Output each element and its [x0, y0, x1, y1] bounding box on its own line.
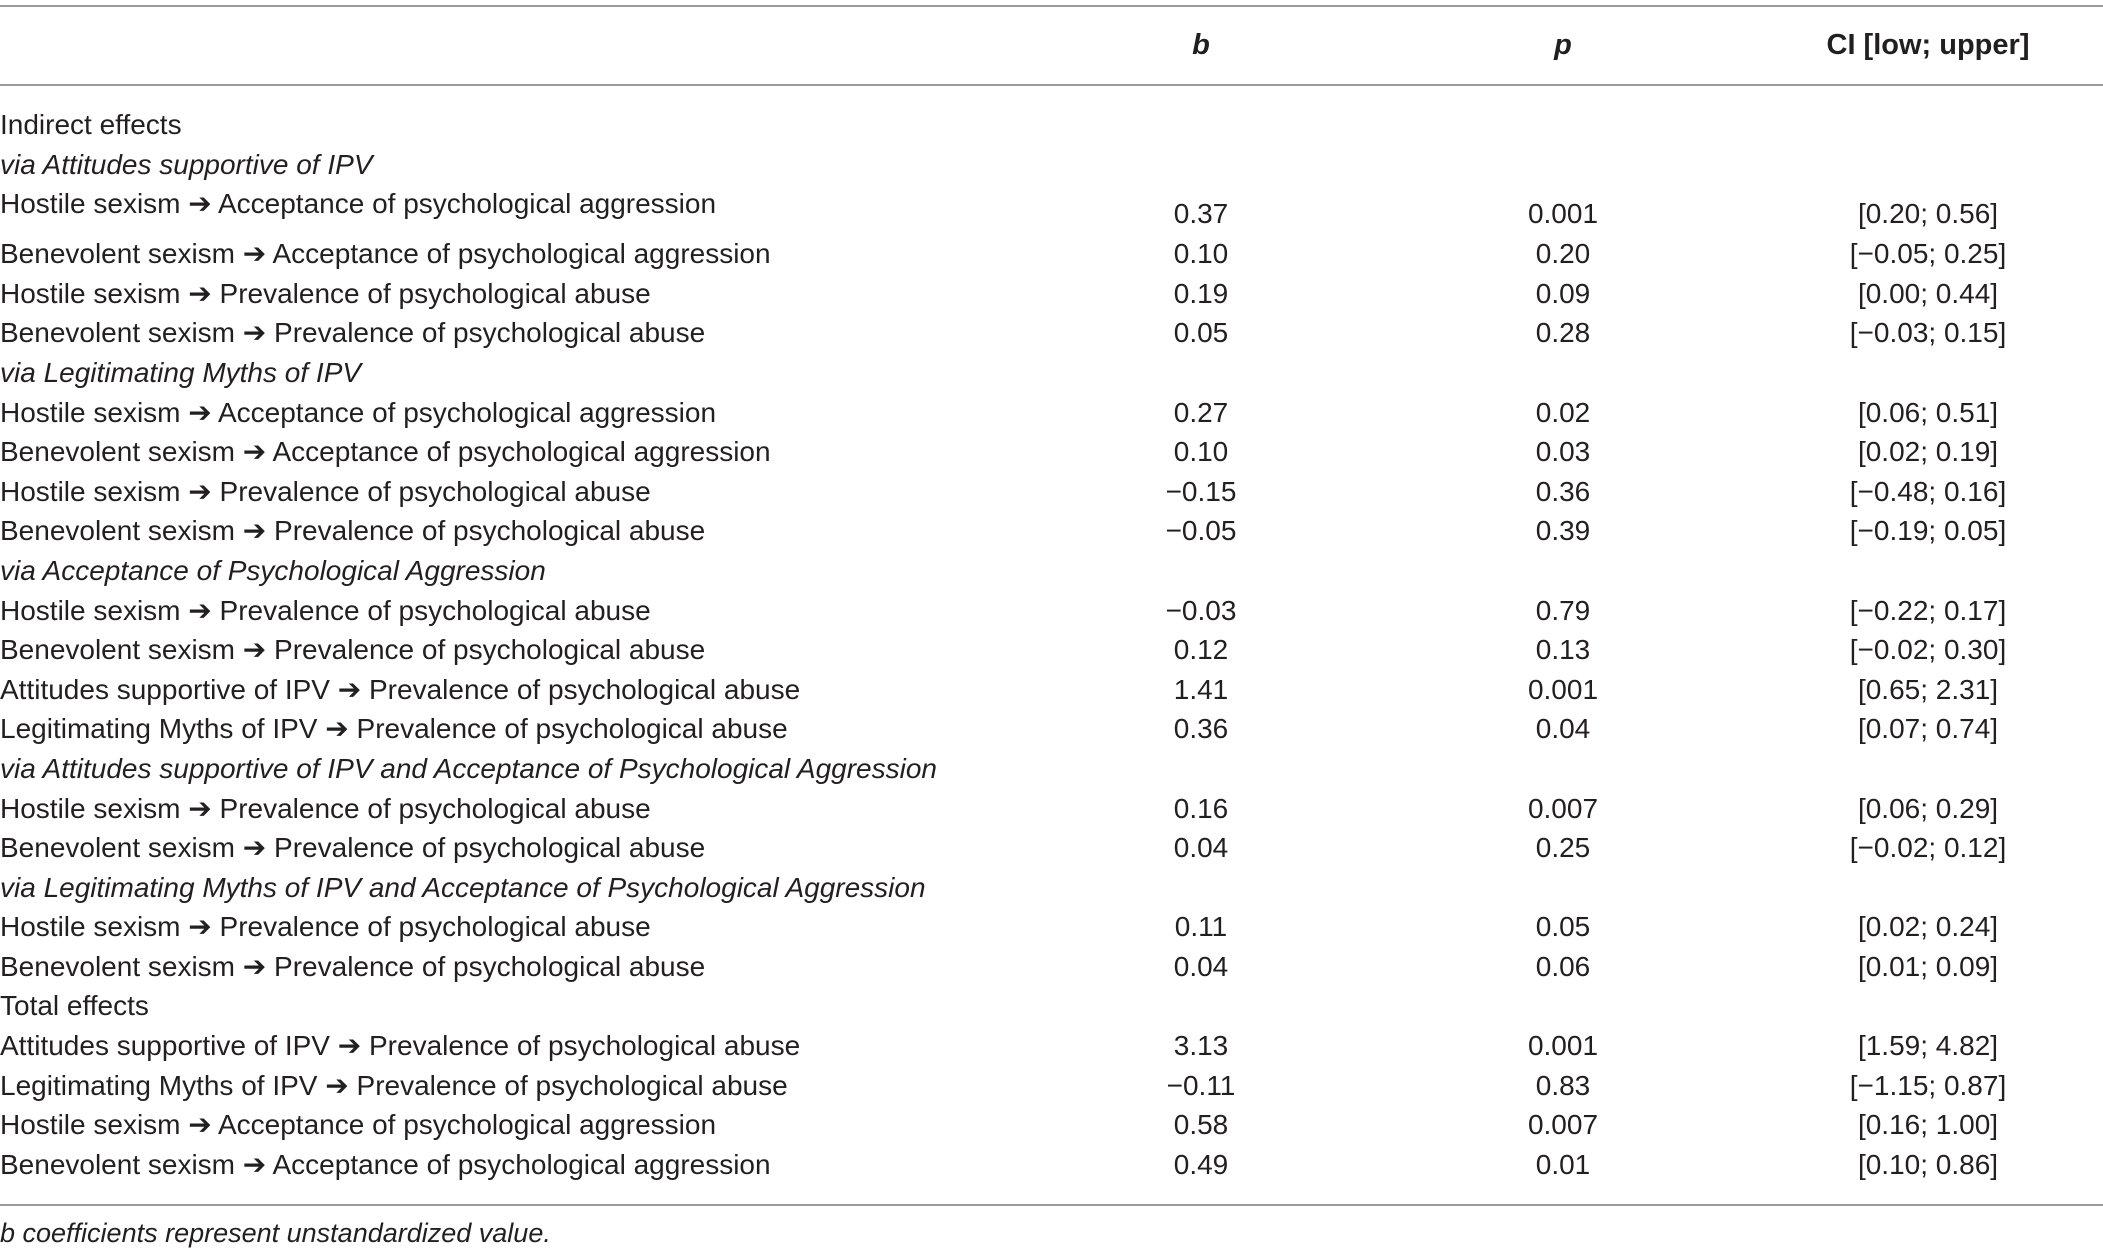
arrow-right-icon: ➔ [188, 396, 212, 428]
cell-ci: [1.59; 4.82] [1857, 1030, 1999, 1062]
cell-p: 0.007 [1527, 1109, 1599, 1141]
arrow-right-icon: ➔ [325, 1069, 349, 1101]
cell-ci: [0.16; 1.00] [1857, 1109, 1999, 1141]
cell-p: 0.001 [1527, 1030, 1599, 1062]
cell-b: 0.36 [1173, 713, 1229, 745]
path-to: Acceptance of psychological aggression [217, 396, 717, 428]
path-to: Acceptance of psychological aggression [272, 436, 771, 468]
table-top-rule [0, 5, 2103, 7]
cell-b: 0.05 [1173, 317, 1229, 349]
cell-p: 0.36 [1535, 475, 1591, 507]
path-to: Prevalence of psychological abuse [369, 1030, 801, 1062]
cell-b: 0.19 [1173, 277, 1229, 309]
cell-b: 0.04 [1173, 950, 1229, 982]
path-from: Attitudes supportive of IPV [0, 673, 330, 705]
path-label [0, 828, 705, 868]
table-row [0, 947, 2103, 987]
table-row [0, 432, 2103, 472]
table-row [0, 393, 2103, 433]
path-from: Benevolent sexism [0, 634, 236, 666]
cell-ci: [−0.02; 0.30] [1849, 634, 2007, 666]
table-row [0, 472, 2103, 512]
subsection-heading: via Attitudes supportive of IPV [0, 148, 373, 180]
path-label [0, 670, 800, 710]
subsection-heading-row [0, 868, 2103, 908]
cell-b: −0.03 [1165, 594, 1237, 626]
path-from: Legitimating Myths of IPV [0, 713, 318, 745]
cell-b: −0.05 [1165, 515, 1237, 547]
table-row [0, 828, 2103, 868]
path-label [0, 313, 705, 353]
cell-p: 0.79 [1535, 594, 1591, 626]
cell-ci: [0.06; 0.29] [1857, 792, 1999, 824]
table-row [0, 1066, 2103, 1106]
cell-b: 0.27 [1173, 396, 1229, 428]
cell-ci: [−0.48; 0.16] [1849, 475, 2007, 507]
path-label [0, 947, 705, 987]
path-label [0, 234, 771, 274]
cell-b: 3.13 [1173, 1030, 1229, 1062]
path-to: Prevalence of psychological abuse [219, 792, 651, 824]
cell-p: 0.25 [1535, 832, 1591, 864]
table-row [0, 234, 2103, 274]
table-row [0, 1145, 2103, 1185]
path-to: Acceptance of psychological aggression [217, 188, 717, 220]
subsection-heading-row [0, 353, 2103, 393]
path-label [0, 630, 705, 670]
cell-b: 0.12 [1173, 634, 1229, 666]
path-from: Benevolent sexism [0, 1148, 236, 1180]
table-row [0, 670, 2103, 710]
table-row [0, 591, 2103, 631]
cell-ci: [−0.02; 0.12] [1849, 832, 2007, 864]
cell-b: −0.11 [1166, 1069, 1236, 1101]
table-row [0, 789, 2103, 829]
path-to: Acceptance of psychological aggression [272, 238, 771, 270]
path-to: Prevalence of psychological abuse [356, 713, 788, 745]
cell-ci: [−0.19; 0.05] [1849, 515, 2007, 547]
path-to: Prevalence of psychological abuse [219, 277, 651, 309]
cell-ci: [−0.03; 0.15] [1849, 317, 2007, 349]
subsection-heading-row [0, 145, 2103, 185]
section-heading-row [0, 986, 2103, 1026]
table-footnote: b coefficients represent unstandardized value. [0, 1218, 551, 1248]
cell-ci: [0.65; 2.31] [1857, 673, 1999, 705]
path-from: Hostile sexism [0, 277, 181, 309]
cell-p: 0.007 [1527, 792, 1599, 824]
path-to: Prevalence of psychological abuse [274, 950, 706, 982]
column-header-ci: CI [low; upper] [1826, 29, 2030, 61]
section-heading: Total effects [0, 990, 149, 1022]
path-label [0, 274, 651, 314]
path-to: Prevalence of psychological abuse [274, 634, 706, 666]
cell-ci: [0.00; 0.44] [1857, 277, 1999, 309]
path-to: Prevalence of psychological abuse [274, 317, 706, 349]
arrow-right-icon: ➔ [188, 911, 212, 943]
arrow-right-icon: ➔ [188, 1109, 212, 1141]
cell-p: 0.03 [1535, 436, 1591, 468]
table-row [0, 184, 2103, 234]
cell-p: 0.06 [1535, 950, 1591, 982]
arrow-right-icon: ➔ [242, 238, 267, 270]
path-from: Benevolent sexism [0, 515, 236, 547]
cell-b: 1.41 [1173, 673, 1229, 705]
path-label [0, 393, 716, 433]
section-heading: Indirect effects [0, 109, 182, 140]
subsection-heading: via Legitimating Myths of IPV and Acceptance of Psychological Aggression [0, 871, 926, 903]
path-label [0, 184, 716, 224]
path-to: Prevalence of psychological abuse [219, 911, 651, 943]
cell-ci: [0.10; 0.86] [1857, 1148, 1999, 1180]
path-from: Hostile sexism [0, 475, 181, 507]
cell-ci: [0.20; 0.56] [1857, 198, 1999, 230]
cell-p: 0.02 [1535, 396, 1591, 428]
table-row [0, 313, 2103, 353]
cell-ci: [−0.22; 0.17] [1849, 594, 2007, 626]
path-from: Hostile sexism [0, 792, 181, 824]
subsection-heading-row [0, 551, 2103, 591]
subsection-heading: via Acceptance of Psychological Aggression [0, 554, 546, 586]
table-header-rule [0, 84, 2103, 86]
table-row [0, 907, 2103, 947]
arrow-right-icon: ➔ [242, 436, 267, 468]
path-from: Hostile sexism [0, 594, 181, 626]
arrow-right-icon: ➔ [188, 792, 212, 824]
path-to: Prevalence of psychological abuse [356, 1069, 788, 1101]
path-label [0, 1105, 716, 1145]
cell-b: 0.11 [1174, 911, 1228, 943]
path-label [0, 1026, 800, 1066]
path-to: Prevalence of psychological abuse [219, 475, 651, 507]
arrow-right-icon: ➔ [242, 634, 267, 666]
cell-ci: [−0.05; 0.25] [1849, 238, 2007, 270]
cell-p: 0.39 [1535, 515, 1591, 547]
arrow-right-icon: ➔ [188, 594, 212, 626]
path-from: Benevolent sexism [0, 436, 236, 468]
path-label [0, 709, 788, 749]
path-to: Acceptance of psychological aggression [272, 1148, 771, 1180]
table-row [0, 709, 2103, 749]
cell-b: 0.10 [1173, 436, 1229, 468]
path-label [0, 472, 651, 512]
arrow-right-icon: ➔ [242, 317, 267, 349]
arrow-right-icon: ➔ [337, 673, 362, 705]
cell-ci: [0.02; 0.19] [1857, 436, 1999, 468]
table-row [0, 1026, 2103, 1066]
path-from: Benevolent sexism [0, 317, 236, 349]
path-label [0, 591, 651, 631]
cell-ci: [−1.15; 0.87] [1849, 1069, 2007, 1101]
arrow-right-icon: ➔ [188, 475, 212, 507]
path-to: Acceptance of psychological aggression [217, 1109, 717, 1141]
cell-p: 0.001 [1527, 673, 1599, 705]
arrow-right-icon: ➔ [325, 713, 349, 745]
cell-p: 0.83 [1535, 1069, 1591, 1101]
cell-p: 0.04 [1535, 713, 1591, 745]
table-row [0, 511, 2103, 551]
subsection-heading: via Attitudes supportive of IPV and Acceptance of Psychological Aggression [0, 752, 937, 784]
column-header-b: b [1192, 29, 1210, 61]
arrow-right-icon: ➔ [242, 950, 267, 982]
table-row [0, 1105, 2103, 1145]
cell-b: 0.04 [1173, 832, 1229, 864]
cell-ci: [0.01; 0.09] [1857, 950, 1999, 982]
arrow-right-icon: ➔ [188, 188, 212, 220]
cell-p: 0.05 [1535, 911, 1591, 943]
cell-ci: [0.07; 0.74] [1857, 713, 1999, 745]
arrow-right-icon: ➔ [188, 277, 212, 309]
path-to: Prevalence of psychological abuse [369, 673, 801, 705]
cell-b: 0.58 [1173, 1109, 1229, 1141]
table-body [0, 105, 2103, 1184]
cell-p: 0.09 [1535, 277, 1591, 309]
cell-p: 0.13 [1535, 634, 1591, 666]
arrow-right-icon: ➔ [337, 1030, 362, 1062]
section-heading-row [0, 105, 2103, 145]
arrow-right-icon: ➔ [242, 1148, 267, 1180]
column-header-p: p [1554, 29, 1572, 61]
cell-p: 0.20 [1535, 238, 1591, 270]
cell-b: 0.37 [1173, 198, 1229, 230]
path-label [0, 511, 705, 551]
table-row [0, 630, 2103, 670]
path-to: Prevalence of psychological abuse [274, 832, 706, 864]
path-from: Attitudes supportive of IPV [0, 1030, 330, 1062]
path-from: Hostile sexism [0, 911, 181, 943]
table-row [0, 274, 2103, 314]
path-from: Benevolent sexism [0, 832, 236, 864]
path-label [0, 1145, 771, 1185]
cell-b: 0.49 [1173, 1148, 1229, 1180]
path-from: Hostile sexism [0, 396, 181, 428]
cell-b: −0.15 [1165, 475, 1237, 507]
cell-p: 0.28 [1535, 317, 1591, 349]
path-label [0, 789, 651, 829]
path-from: Legitimating Myths of IPV [0, 1069, 318, 1101]
arrow-right-icon: ➔ [242, 832, 267, 864]
cell-b: 0.16 [1173, 792, 1229, 824]
cell-ci: [0.06; 0.51] [1857, 396, 1999, 428]
table-bottom-rule [0, 1204, 2103, 1206]
subsection-heading-row [0, 749, 2103, 789]
cell-b: 0.10 [1173, 238, 1229, 270]
path-from: Benevolent sexism [0, 238, 236, 270]
table-header-row [0, 20, 2103, 70]
subsection-heading: via Legitimating Myths of IPV [0, 356, 362, 388]
path-to: Prevalence of psychological abuse [274, 515, 706, 547]
path-from: Hostile sexism [0, 1109, 181, 1141]
cell-p: 0.01 [1535, 1148, 1591, 1180]
cell-p: 0.001 [1527, 198, 1599, 230]
path-to: Prevalence of psychological abuse [219, 594, 651, 626]
path-from: Hostile sexism [0, 188, 181, 220]
arrow-right-icon: ➔ [242, 515, 267, 547]
path-label [0, 907, 651, 947]
path-label [0, 432, 771, 472]
path-from: Benevolent sexism [0, 950, 236, 982]
path-label [0, 1066, 788, 1106]
cell-ci: [0.02; 0.24] [1857, 911, 1999, 943]
